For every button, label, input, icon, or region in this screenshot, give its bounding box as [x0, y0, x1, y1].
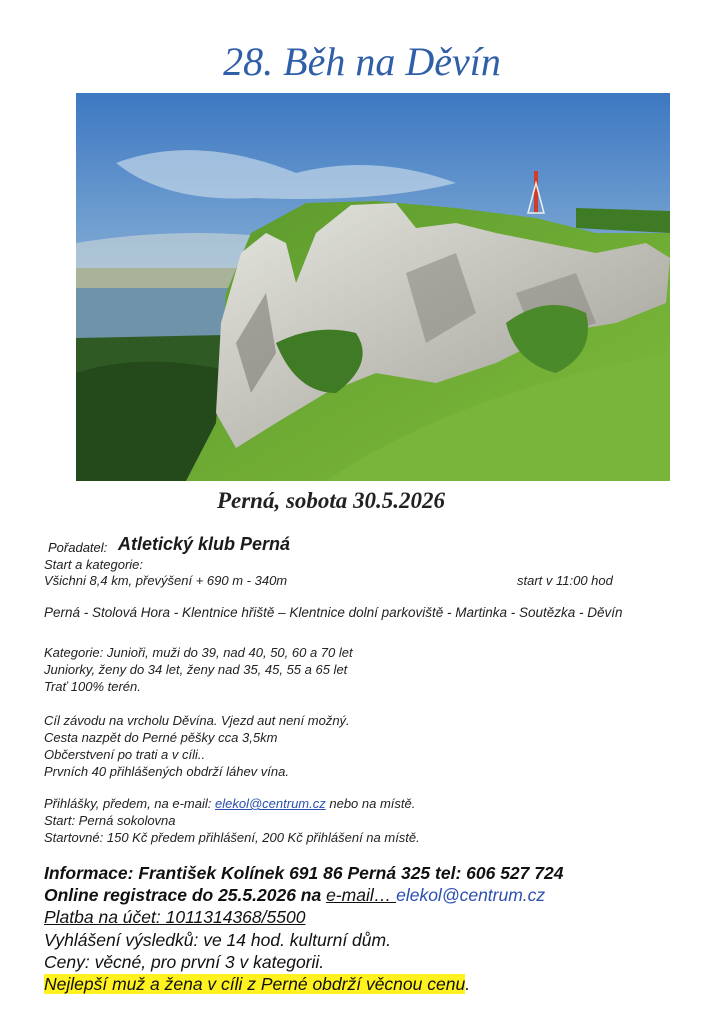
start-place: Start: Perná sokolovna: [44, 813, 176, 828]
landscape-photo: [76, 93, 670, 481]
categories-line-2: Juniorky, ženy do 34 let, ženy nad 35, 45, 55 a 65 let: [44, 662, 348, 677]
start-heading: Start a kategorie:: [44, 557, 143, 572]
entry-fee: Startovné: 150 Kč předem přihlášení, 200 Kč přihlášení na místě.: [44, 830, 420, 845]
categories-line-3: Trať 100% terén.: [44, 679, 141, 694]
start-time: start v 11:00 hod: [517, 573, 613, 588]
event-date: Perná, sobota 30.5.2026: [216, 488, 446, 513]
organizer-name: Atletický klub Perná: [118, 534, 291, 554]
info-line-3: Občerstvení po trati a v cíli..: [44, 747, 206, 762]
registration-suffix: nebo na místě.: [325, 796, 416, 811]
online-registration: [44, 885, 545, 906]
highlight-end: .: [465, 974, 471, 994]
payment-account: Platba na účet: 1011314368/5500: [44, 907, 306, 927]
prizes: Ceny: věcné, pro první 3 v kategorii.: [44, 952, 325, 972]
registration-prefix: Přihlášky, předem, na e-mail:: [44, 796, 215, 811]
categories-line-1: Kategorie: Junioři, muži do 39, nad 40, 50, 60 a 70 let: [44, 645, 353, 660]
registration-email-link[interactable]: elekol@centrum.cz: [215, 796, 326, 811]
online-registration-prefix: Online registrace do 25.5.2026 na: [44, 885, 327, 905]
registration-line: [44, 796, 415, 811]
online-email-link[interactable]: elekol@centrum.cz: [396, 885, 546, 905]
organizer-label: Pořadatel:: [48, 540, 108, 555]
page-title: 28. Běh na Děvín: [223, 39, 501, 84]
devin-rock-image: [76, 93, 670, 481]
online-email-label: e-mail…: [326, 885, 397, 905]
info-line-1: Cíl závodu na vrcholu Děvína. Vjezd aut není možný.: [44, 713, 350, 728]
info-line-4: Prvních 40 přihlášených obdrží láhev vína.: [44, 764, 289, 779]
highlight-line: [44, 974, 470, 995]
route-description: Perná - Stolová Hora - Klentnice hřiště – Klentnice dolní parkoviště - Martinka - Soutězka - Děvín: [44, 605, 623, 620]
highlighted-notice: Nejlepší muž a žena v cíli z Perné obdrží věcnou cenu: [44, 974, 466, 994]
info-line-2: Cesta nazpět do Perné pěšky cca 3,5km: [44, 730, 278, 745]
contact-info: Informace: František Kolínek 691 86 Perná 325 tel: 606 527 724: [44, 863, 564, 883]
results-announcement: Vyhlášení výsledků: ve 14 hod. kulturní dům.: [44, 930, 391, 950]
start-distance: Všichni 8,4 km, převýšení + 690 m - 340m: [44, 573, 288, 588]
